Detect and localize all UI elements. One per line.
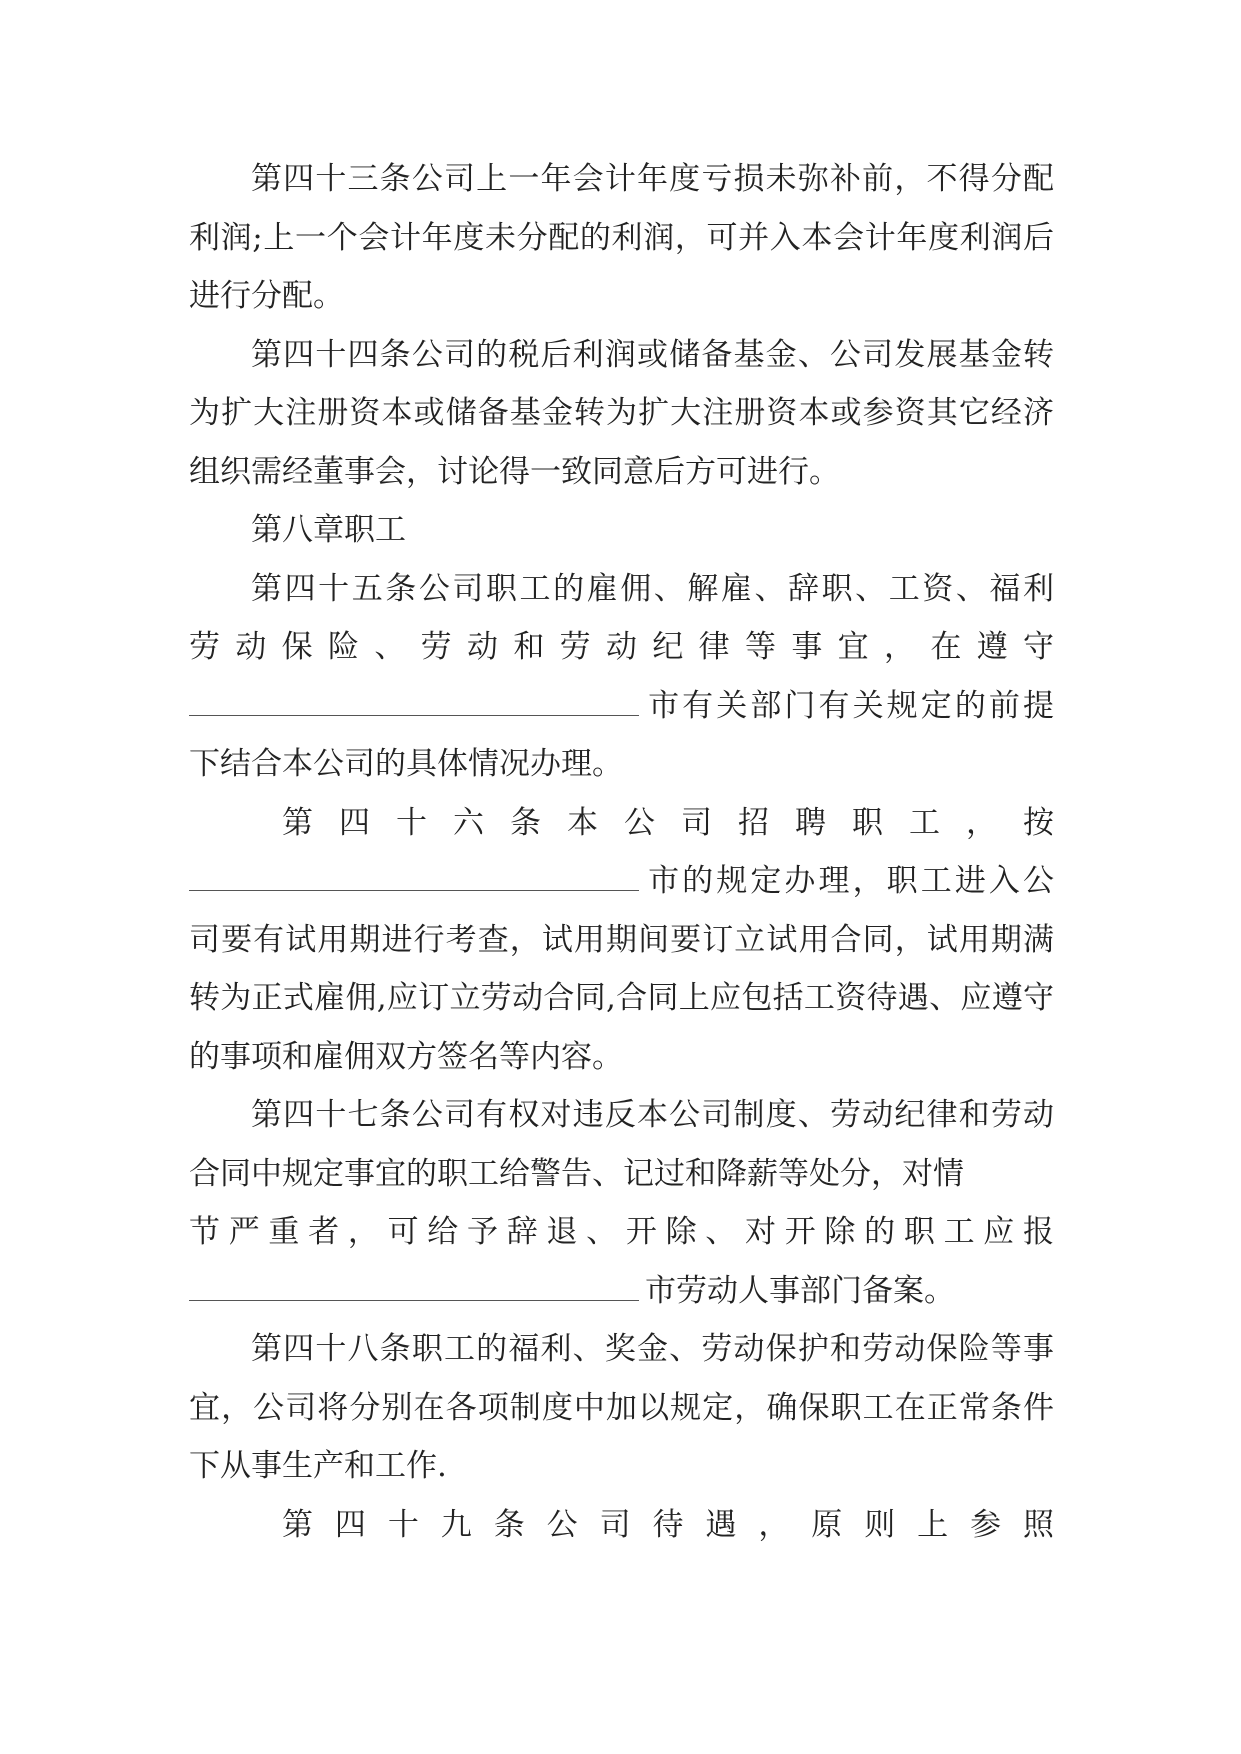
article-46-rest: 司要有试用期进行考查，试用期间要订立试用合同，试用期满转为正式雇佣,应订立劳动合同,合同上应包括工资待遇、应遵守的事项和雇佣双方签名等内容。 [189,921,1054,1075]
article-46 [189,794,1054,1087]
fill-in-blank [189,860,639,891]
article-46-line-2 [189,852,1054,911]
article-47-text: 第四十七条公司有权对违反本公司制度、劳动纪律和劳动合同中规定事宜的职工给警告、记过和降薪等处分，对情 [189,1097,1054,1192]
article-43: 第四十三条公司上一年会计年度亏损未弥补前，不得分配利润;上一个会计年度未分配的利润，可并入本会计年度利润后进行分配。 [189,161,1054,314]
document-page [189,150,1054,1554]
article-47 [189,1086,1054,1320]
article-46-after-blank: 市的规定办理，职工进入公 [645,863,1054,899]
fill-in-blank [189,685,639,716]
article-45-line-1: 第四十五条公司职工的雇佣、解雇、辞职、工资、福利 [251,570,1054,607]
article-45-line-2: 劳动保险、劳动和劳动纪律等事宜，在遵守 [189,629,1054,665]
article-45 [189,560,1054,794]
article-44: 第四十四条公司的税后利润或储备基金、公司发展基金转为扩大注册资本或储备基金转为扩大注册资本或参资其它经济组织需经董事会，讨论得一致同意后方可进行。 [189,336,1054,490]
article-47-after-blank: 市劳动人事部门备案。 [645,1272,955,1309]
article-45-line-4: 下结合本公司的具体情况办理。 [189,746,623,782]
article-46-line-1: 第四十六条本公司招聘职工，按 [282,804,1054,841]
article-45-after-blank: 市有关部门有关规定的前提 [645,687,1054,724]
chapter-8-heading: 第八章职工 [251,512,406,548]
article-49: 第四十九条公司待遇，原则上参照 [282,1506,1054,1543]
article-47-line-4 [189,1262,1054,1321]
article-48: 第四十八条职工的福利、奖金、劳动保护和劳动保险等事宜，公司将分别在各项制度中加以规定，确保职工在正常条件下从事生产和工作. [189,1331,1054,1484]
article-45-line-3 [189,677,1054,736]
article-47-line-3: 节严重者，可给予辞退、开除、对开除的职工应报 [189,1214,1054,1250]
fill-in-blank [189,1270,639,1301]
